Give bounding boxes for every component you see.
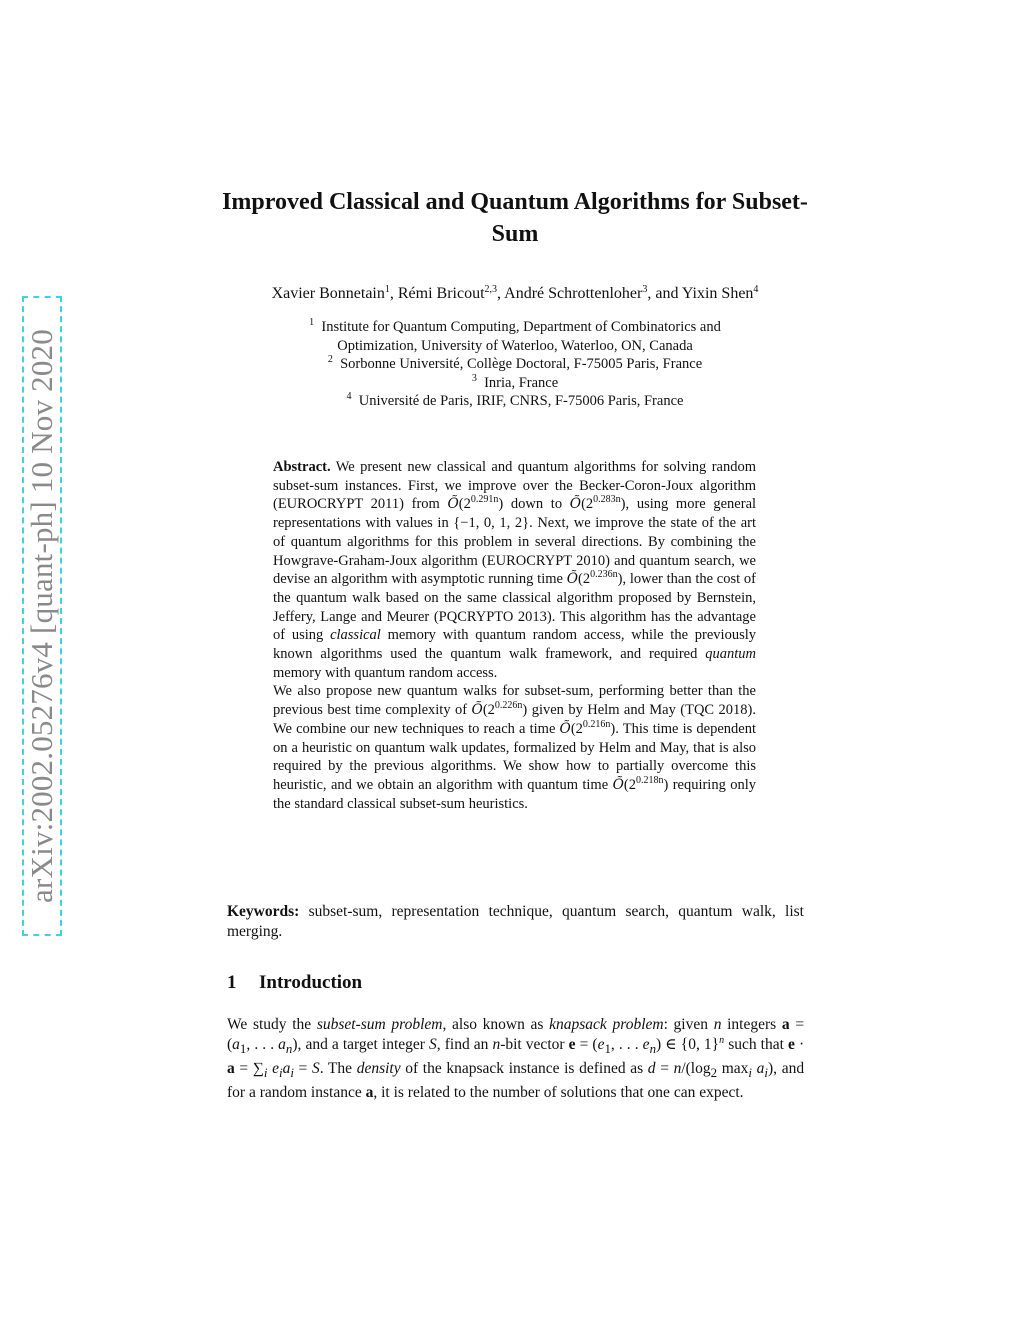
- intro-text: : given: [663, 1016, 708, 1033]
- soft-o-symbol: Õ: [612, 776, 624, 793]
- intro-text: , and for a random instance: [227, 1060, 805, 1102]
- math-expression: $e = (e_1$, . . . $e_n$) ∈ {0, 1}$^n$: [568, 1035, 725, 1057]
- intro-text: . The: [319, 1060, 353, 1078]
- author-affiliation-mark: 2,3: [484, 284, 498, 295]
- emphasis-term: subset-sum problem: [316, 1016, 443, 1033]
- abstract-text: down to: [510, 496, 563, 513]
- emphasis-classical: classical: [330, 627, 381, 644]
- affiliation-number: 4: [346, 391, 352, 402]
- abstract-paragraph: We also propose new quantum walks for subset-sum, performing better than the previous best time complexity of $Õ(2^{0.226n})$ given by Helm and May (TQC 2018). We combine our new techniques to reach a time $Õ(2^{0.216n})$. This time is dependent on a heuristic on quantum walk updates, formalized by Helm and May, that is also required by the previous algorithms. We show how to partially overcome this heuristic, and we obtain an algorithm with quantum time $Õ(2^{0.218n})$ requiring only the standard classical subset-sum heuristics.: [273, 683, 757, 812]
- soft-o-symbol: Õ: [447, 496, 459, 513]
- abstract-text: given by Helm and May (TQC 2018). We combine our new techniques to reach a time: [273, 702, 756, 737]
- affiliation-line: [240, 337, 790, 356]
- paper-title: Improved Classical and Quantum Algorithms for Subset-Sum: [222, 189, 808, 247]
- author-separator: ,: [497, 285, 505, 302]
- abstract: [273, 458, 756, 813]
- intro-text: , it is related to the number of solutions that one can expect.: [373, 1084, 744, 1102]
- author-affiliation-mark: 1: [384, 284, 390, 295]
- intro-text: , also known as: [442, 1016, 544, 1033]
- complexity-exponent: 0.291n: [470, 494, 499, 506]
- intro-paragraph: [227, 1015, 804, 1103]
- emphasis-term: density: [356, 1060, 401, 1078]
- abstract-text: requiring only the standard classical subset-sum heuristics.: [273, 776, 757, 812]
- keywords-label: Keywords:: [227, 903, 300, 920]
- intro-text: such that: [728, 1036, 784, 1053]
- abstract-text: We also propose new quantum walks for subset-sum, performing better than the previous best time complexity of: [273, 683, 756, 719]
- math-expression: n: [713, 1016, 722, 1033]
- abstract-text: memory with quantum random access, while the previously known algorithms used the quantum walk framework, and required: [273, 627, 756, 663]
- affiliation-text: Sorbonne Université, Collège Doctoral, F-75005 Paris, France: [340, 356, 703, 372]
- arxiv-identifier: arXiv:2002.05276v4 [quant-ph] 10 Nov 2020: [24, 329, 59, 903]
- intro-text: , find an: [436, 1036, 489, 1053]
- affiliation-number: 1: [309, 317, 315, 328]
- complexity-exponent: 0.236n: [590, 569, 618, 581]
- complexity-exponent: 0.216n: [582, 718, 611, 730]
- math-expression: S: [429, 1036, 437, 1053]
- intro-text: -bit vector: [500, 1036, 565, 1053]
- complexity-exponent: 0.218n: [635, 774, 664, 786]
- math-expression: a: [365, 1084, 374, 1102]
- arxiv-identifier-stamp: [22, 296, 62, 936]
- complexity-exponent: 0.283n: [593, 494, 621, 506]
- author-affiliation-mark: 4: [753, 284, 759, 295]
- affiliation-number: 3: [471, 372, 477, 384]
- intro-text: integers: [727, 1016, 777, 1033]
- author-name: Yixin Shen: [681, 285, 754, 302]
- abstract-label: Abstract.: [273, 459, 331, 475]
- section-number: 1: [227, 972, 237, 993]
- intro-text: of the knapsack instance is defined as: [405, 1060, 644, 1078]
- author-name: Rémi Bricout: [397, 285, 485, 302]
- math-expression: $e \cdot a = \sum_i$ $e_ia_i = S$: [227, 1036, 805, 1081]
- complexity-exponent: 0.226n: [494, 700, 523, 712]
- abstract-paragraph: Abstract. We present new classical and quantum algorithms for solving random subset-sum instances. First, we improve over the Becker-Coron-Joux algorithm (EUROCRYPT 2011) from $Õ(2^{0.291n})$ down to $Õ(2^{0.283n})$, using more general representations with values in {−1, 0, 1, 2}. Next, we improve the state of the art of quantum algorithms for this problem in several directions. By combining the Howgrave-Graham-Joux algorithm (EUROCRYPT 2010) and quantum search, we devise an algorithm with asymptotic running time $Õ(2^{0.236n})$, lower than the cost of the quantum walk based on the same classical algorithm proposed by Bernstein, Jeffery, Lange and Meurer (PQCRYPTO 2013). This algorithm has the advantage of using classical memory with quantum random access, while the previously known algorithms used the quantum walk framework, and required quantum memory with quantum random access.: [273, 459, 757, 681]
- author-name: Xavier Bonnetain: [271, 285, 385, 302]
- keywords-text: subset-sum, representation technique, quantum search, quantum walk, list merging.: [227, 903, 804, 940]
- affiliation-text: Institute for Quantum Computing, Department of Combinatorics and: [321, 319, 721, 335]
- affiliation-line: [240, 355, 790, 374]
- abstract-text: . This time is dependent on a heuristic on quantum walk updates, formalized by Helm and May, that is also required by the previous algorithms. We show how to partially overcome this heuristic, and we obtain an algorithm with quantum time: [273, 720, 756, 793]
- abstract-text: memory with quantum random access.: [273, 664, 498, 681]
- author-list: [180, 284, 850, 304]
- affiliation-line: [240, 318, 790, 337]
- affiliation-text: Université de Paris, IRIF, CNRS, F-75006 Paris, France: [358, 393, 684, 409]
- math-expression: $d = n/(\log_2$ $\max_i a_i$): [647, 1060, 774, 1081]
- abstract-text: , using more general representations with values in {−1, 0, 1, 2}. Next, we improve the state of the art of quantum algorithms for this problem in several directions. By combining the Howgrave-Graham-Joux algorithm (EUROCRYPT 2010) and quantum search, we devise an algorithm with asymptotic running time: [273, 496, 757, 588]
- soft-o-symbol: Õ: [569, 496, 582, 513]
- affiliation-text: Inria, France: [484, 374, 559, 391]
- math-expression: $a = (a_1$, . . . $a_n$): [227, 1016, 805, 1057]
- author-affiliation-mark: 3: [642, 284, 648, 295]
- author-separator: , and: [647, 285, 682, 302]
- affiliation-line: [240, 392, 790, 411]
- soft-o-symbol: Õ: [566, 571, 579, 588]
- abstract-text: We present new classical and quantum algorithms for solving random subset-sum instances. First, we improve over the Becker-Coron-Joux algorithm (EUROCRYPT 2011) from: [273, 459, 756, 513]
- math-expression: n: [492, 1036, 501, 1053]
- author-separator: ,: [389, 285, 398, 302]
- keywords: [227, 902, 804, 942]
- soft-o-symbol: Õ: [559, 720, 571, 737]
- affiliation-list: [240, 318, 790, 411]
- section-heading: [227, 970, 362, 996]
- section-title: Introduction: [259, 972, 363, 993]
- emphasis-quantum: quantum: [705, 646, 756, 663]
- intro-text: , and a target integer: [297, 1036, 425, 1053]
- emphasis-term: knapsack problem: [549, 1016, 664, 1033]
- author-name: André Schrottenloher: [504, 285, 643, 302]
- intro-text: We study the: [227, 1016, 312, 1033]
- affiliation-text: Optimization, University of Waterloo, Waterloo, ON, Canada: [337, 337, 693, 354]
- abstract-text: , lower than the cost of the quantum walk based on the same classical algorithm proposed by Bernstein, Jeffery, Lange and Meurer (PQCRYPTO 2013). This algorithm has the advantage of using: [273, 571, 756, 644]
- affiliation-number: 2: [327, 354, 333, 365]
- affiliation-line: [240, 374, 790, 393]
- soft-o-symbol: Õ: [471, 702, 483, 719]
